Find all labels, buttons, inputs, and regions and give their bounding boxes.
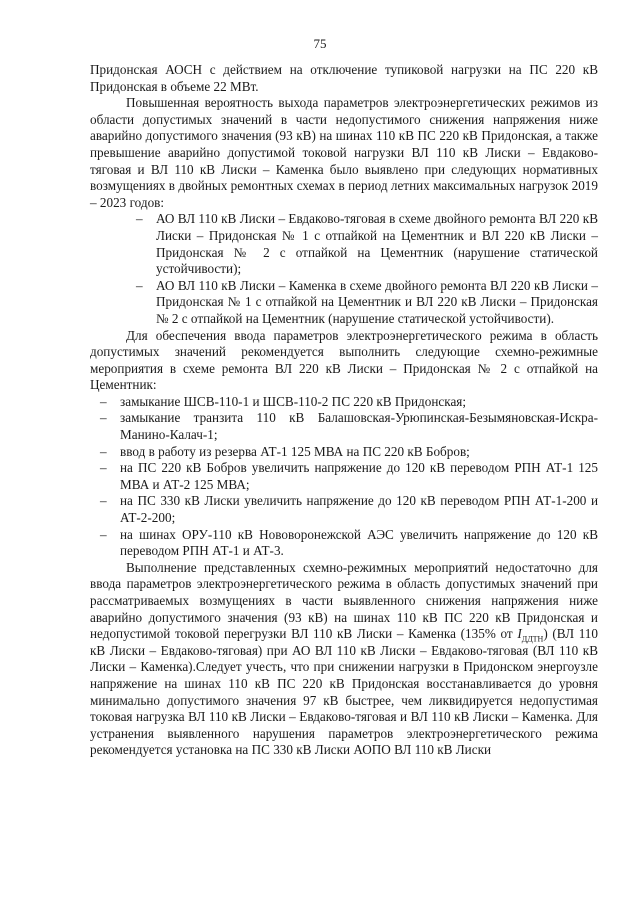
list-item: – на ПС 220 кВ Бобров увеличить напряжение до 120 кВ переводом РПН АТ-1 125 МВА и АТ-2 125 МВА; [90,460,598,493]
paragraph-measures-intro: Для обеспечения ввода параметров электроэнергетического режима в область допустимых значений рекомендуется выполнить следующие схемно-режимные мероприятия в схеме ремонта ВЛ 220 кВ Лиски – Придонская № 2 с отпайкой на Цементник: [90,327,598,393]
list-item: – АО ВЛ 110 кВ Лиски – Евдаково-тяговая в схеме двойного ремонта ВЛ 220 кВ Лиски – Придонская № 1 с отпайкой на Цементник и ВЛ 220 кВ Лиски – Придонская № 2 с отпайкой на Цементник (нарушение статической устойчивости); [90,211,598,277]
paragraph-disturbances-intro: Повышенная вероятность выхода параметров электроэнергетических режимов из области допустимых значений в части недопустимого снижения напряжения ниже аварийно допустимого значения (93 кВ) на шинах 110 кВ ПС 220 кВ Придонская, а также превышение аварийно допустимой токовой нагрузки ВЛ 110 кВ Лиски – Евдаково-тяговая и ВЛ 110 кВ Лиски – Каменка было выявлено при следующих нормативных возмущениях в двойных ремонтных схемах в период летних максимальных нагрузок 2019 – 2023 годов: [90,95,598,210]
document-body [90,62,598,759]
list-item: – замыкание ШСВ-110-1 и ШСВ-110-2 ПС 220 кВ Придонская; [90,394,598,411]
list-item: – на шинах ОРУ-110 кВ Нововоронежской АЭС увеличить напряжение до 120 кВ переводом РПН АТ-1 и АТ-3. [90,527,598,560]
current-subscript: ДДТН [521,634,544,644]
list-item: – замыкание транзита 110 кВ Балашовская-Урюпинская-Безымяновская-Искра-Манино-Калач-1; [90,410,598,443]
measures-list [90,394,598,560]
list-item: – ввод в работу из резерва АТ-1 125 МВА на ПС 220 кВ Бобров; [90,444,598,461]
list-item: – на ПС 330 кВ Лиски увеличить напряжение до 120 кВ переводом РПН АТ-1-200 и АТ-2-200; [90,493,598,526]
disturbance-list [90,211,598,327]
paragraph-continuation: Придонская АОСН с действием на отключение тупиковой нагрузки на ПС 220 кВ Придонская в объеме 22 МВт. [90,62,598,94]
page-number: 75 [313,36,327,51]
text-segment: Выполнение представленных схемно-режимных мероприятий недостаточно для ввода параметров электроэнергетического режима в область допустимых значений при рассматриваемых возмущениях в части выявленного снижения напряжения ниже аварийно допустимого значения (93 кВ) на шинах 110 кВ ПС 220 кВ Придонская и недопустимой токовой перегрузки ВЛ 110 кВ Лиски – Каменка (135% от [90,559,598,642]
text-segment: ) (ВЛ 110 кВ Лиски – Евдаково-тяговая) при АО ВЛ 110 кВ Лиски – Евдаково-тяговая (ВЛ 110 кВ Лиски – Каменка).Следует учесть, что при снижении нагрузки в Придонском энергоузле напряжение на шинах 110 кВ ПС 220 кВ Придонская восстанавливается до уровня минимально допустимого значения 97 кВ быстрее, чем ликвидируется недопустимая токовая нагрузка ВЛ 110 кВ Лиски – Евдаково-тяговая и ВЛ 110 кВ Лиски – Каменка. Для устранения выявленного нарушения параметров электроэнергетического режима рекомендуется установка на ПС 330 кВ Лиски АОПО ВЛ 110 кВ Лиски [90,626,598,758]
current-symbol: I [517,626,522,642]
list-item: – АО ВЛ 110 кВ Лиски – Каменка в схеме двойного ремонта ВЛ 220 кВ Лиски – Придонская № 1 с отпайкой на Цементник и ВЛ 220 кВ Лиски – Придонская № 2 с отпайкой на Цементник (нарушение статической устойчивости). [90,278,598,328]
paragraph-conclusion [90,560,598,759]
